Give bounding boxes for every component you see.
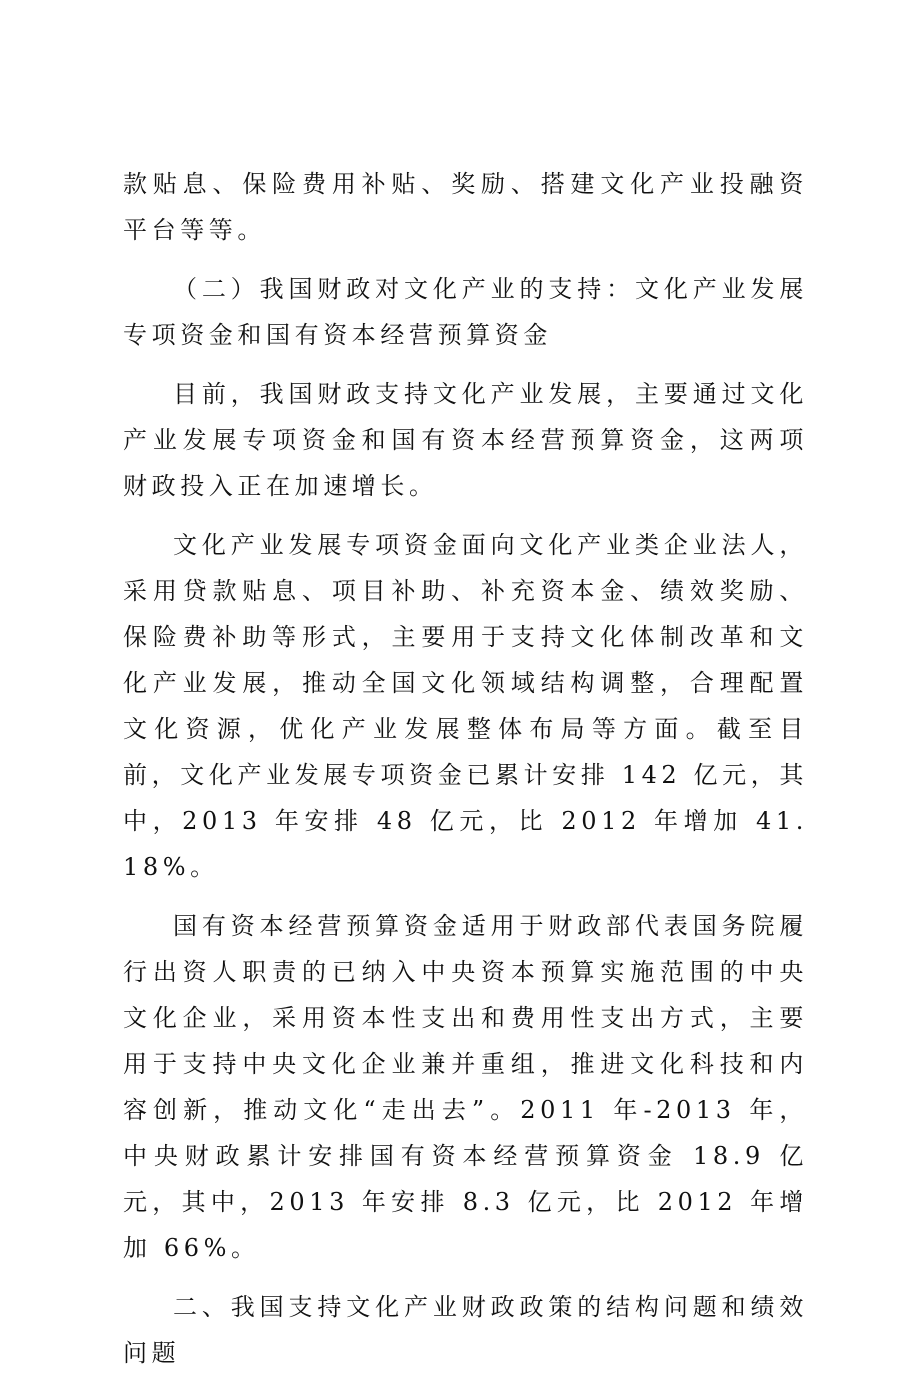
document-body [123, 161, 808, 1389]
paragraph-state-capital-budget: 国有资本经营预算资金适用于财政部代表国务院履行出资人职责的已纳入中央资本预算实施范围的中央文化企业，采用资本性支出和费用性支出方式，主要用于支持中央文化企业兼并重组，推进文化科技和内容创新，推动文化“走出去”。2011 年-2013 年，中央财政累计安排国有资本经营预算资金 18.9 亿元，其中，2013 年安排 8.3 亿元，比 2012 年增加 66%。 [123, 912, 808, 1262]
paragraph-special-fund: 文化产业发展专项资金面向文化产业类企业法人，采用贷款贴息、项目补助、补充资本金、绩效奖励、保险费补助等形式，主要用于支持文化体制改革和文化产业发展，推动全国文化领域结构调整，合理配置文化资源，优化产业发展整体布局等方面。截至目前，文化产业发展专项资金已累计安排 142 亿元，其中，2013 年安排 48 亿元，比 2012 年增加 41.18%。 [123, 531, 808, 881]
paragraph-continuation: 款贴息、保险费用补贴、奖励、搭建文化产业投融资平台等等。 [123, 170, 808, 244]
section-heading-2: （二）我国财政对文化产业的支持：文化产业发展专项资金和国有资本经营预算资金 [123, 275, 808, 349]
paragraph-current-support: 目前，我国财政支持文化产业发展，主要通过文化产业发展专项资金和国有资本经营预算资金，这两项财政投入正在加速增长。 [123, 380, 808, 500]
section-heading-problems: 二、我国支持文化产业财政政策的结构问题和绩效问题 [123, 1293, 808, 1367]
